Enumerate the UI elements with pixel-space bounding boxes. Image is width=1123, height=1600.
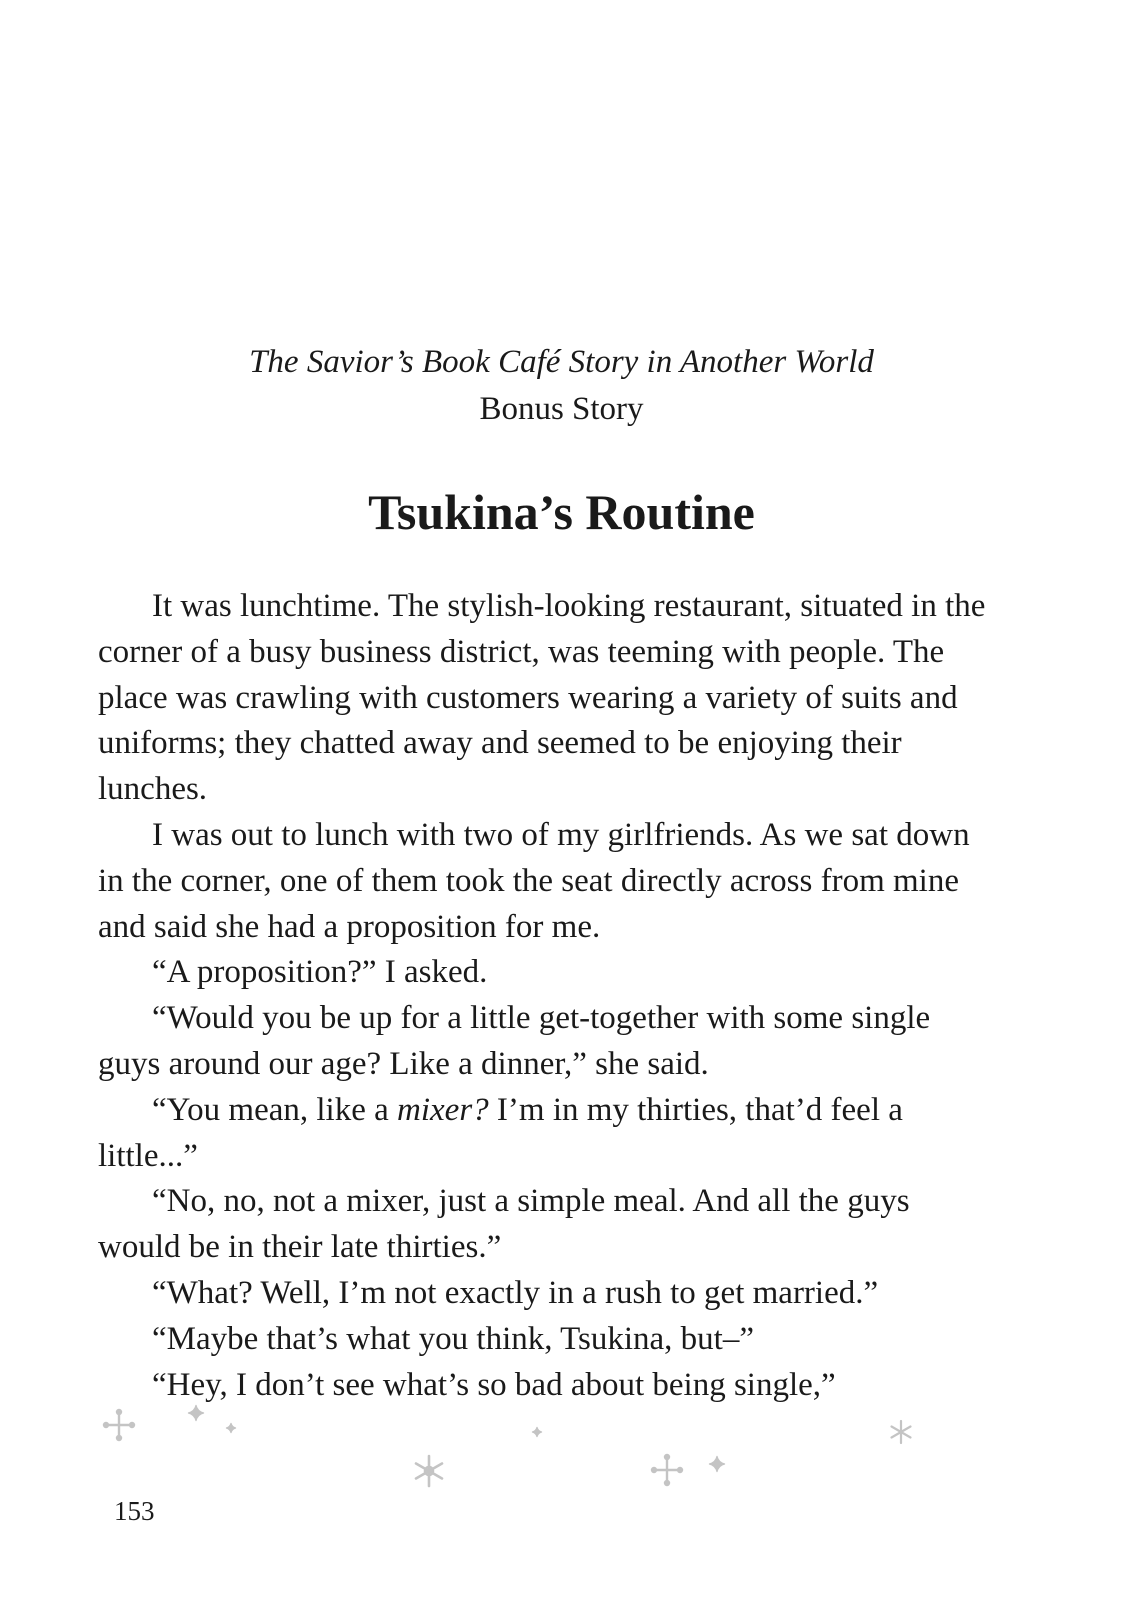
paragraph: “No, no, not a mixer, just a simple meal. And all the guys would be in their late thirties.” [98, 1183, 910, 1266]
snowflake-ornament-icon [892, 1421, 911, 1443]
paragraph: I was out to lunch with two of my girlfriends. As we sat down in the corner, one of them took the seat directly across from mine and said she had a proposition for me. [98, 816, 970, 945]
paragraph: “A proposition?” I asked. [152, 954, 488, 991]
paragraph-text: I’m in my thirties, that’d feel a little...” [98, 1091, 903, 1174]
cross-ornament-icon [652, 1455, 682, 1485]
cross-ornament-icon [104, 1410, 134, 1440]
paragraph: “What? Well, I’m not exactly in a rush to get married.” [152, 1274, 879, 1311]
paragraph: “Maybe that’s what you think, Tsukina, but–” [152, 1320, 754, 1357]
snowflake-ornament-icon [416, 1456, 442, 1486]
chapter-title: Tsukina’s Routine [368, 484, 755, 540]
body-text [98, 584, 988, 1408]
sparkle-ornament-icon [532, 1427, 542, 1437]
sparkle-ornament-icon [188, 1405, 204, 1421]
paragraph: “Hey, I don’t see what’s so bad about being single,” [152, 1366, 836, 1403]
paragraph [98, 1088, 988, 1180]
paragraph-text: “You mean, like a [152, 1091, 398, 1128]
page-number: 153 [114, 1496, 155, 1526]
paragraph: “Would you be up for a little get-together with some single guys around our age? Like a dinner,” she said. [98, 1000, 931, 1082]
sparkle-ornament-icon [226, 1423, 236, 1433]
series-subtitle: Bonus Story [479, 391, 644, 427]
emphasized-text: mixer? [397, 1091, 489, 1128]
series-title: The Savior’s Book Café Story in Another World [249, 344, 874, 380]
sparkle-ornament-icon [709, 1456, 725, 1472]
paragraph: It was lunchtime. The stylish-looking restaurant, situated in the corner of a busy business district, was teeming with people. The place was crawling with customers wearing a variety of suits and uniforms; they chatted away and seemed to be enjoying their lunches. [98, 588, 986, 808]
sparkle-ornaments [0, 1400, 1123, 1540]
